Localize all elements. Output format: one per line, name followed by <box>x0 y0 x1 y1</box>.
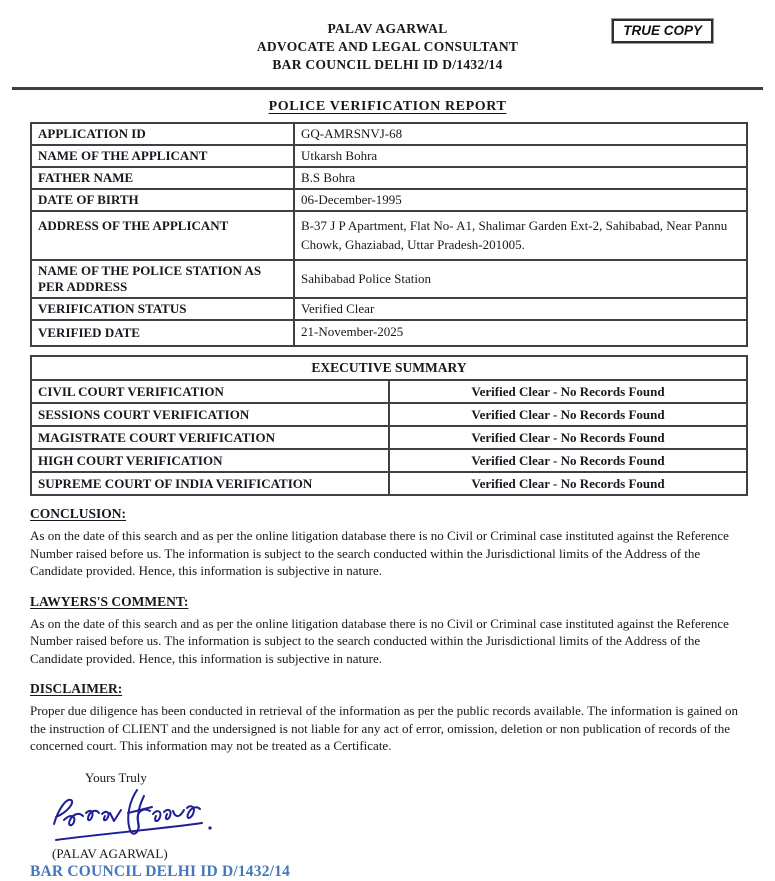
row-label: FATHER NAME <box>31 167 294 189</box>
executive-summary-title: EXECUTIVE SUMMARY <box>31 356 747 380</box>
table-row <box>31 320 747 346</box>
row-value: GQ-AMRSNVJ-68 <box>294 123 747 145</box>
conclusion-section <box>30 506 747 580</box>
row-value: Verified Clear - No Records Found <box>389 403 747 426</box>
row-label: HIGH COURT VERIFICATION <box>31 449 389 472</box>
row-value: 21-November-2025 <box>294 320 747 346</box>
applicant-details-table <box>30 122 748 347</box>
bar-council-id-header: BAR COUNCIL DELHI ID D/1432/14 <box>272 57 503 72</box>
report-title: POLICE VERIFICATION REPORT <box>268 99 507 114</box>
table-row <box>31 189 747 211</box>
row-label: ADDRESS OF THE APPLICANT <box>31 211 294 260</box>
bar-council-id-footer: BAR COUNCIL DELHI ID D/1432/14 <box>30 862 291 880</box>
row-value: Sahibabad Police Station <box>294 260 747 298</box>
disclaimer-text: Proper due diligence has been conducted in retrieval of the information as per the public records available. The information is gained on the instruction of CLIENT and the undersigned is not liable for any act of error, omission, deletion or non publication of records of the concerned court. This information may not be treated as a Certificate. <box>30 703 739 753</box>
executive-summary-table <box>30 355 748 496</box>
conclusion-text: As on the date of this search and as per the online litigation database there is no Civil or Criminal case instituted against the Reference Number raised before us. The information is subject to the search conducted within the Jurisdictional limits of the Address of the Candidate provided. Hence, this information is subjective in nature. <box>30 528 729 578</box>
lawyers-comment-text: As on the date of this search and as per the online litigation database there is no Civil or Criminal case instituted against the Reference Number raised before us. The information is subject to the search conducted within the Jurisdictional limits of the Address of the Candidate provided. Hence, this information is subjective in nature. <box>30 615 729 666</box>
disclaimer-section <box>30 681 747 755</box>
row-label: NAME OF THE APPLICANT <box>31 145 294 167</box>
header-divider <box>12 87 763 90</box>
conclusion-heading: CONCLUSION: <box>30 506 127 521</box>
row-label: SESSIONS COURT VERIFICATION <box>31 403 389 426</box>
row-label: CIVIL COURT VERIFICATION <box>31 380 389 403</box>
table-row <box>31 298 747 320</box>
row-label: APPLICATION ID <box>31 123 294 145</box>
signatory-name: (PALAV AGARWAL) <box>52 845 168 861</box>
row-label: VERIFIED DATE <box>31 320 294 346</box>
disclaimer-heading: DISCLAIMER: <box>30 681 123 696</box>
advocate-name: PALAV AGARWAL <box>327 21 448 36</box>
true-copy-stamp <box>612 19 713 43</box>
row-value: Verified Clear - No Records Found <box>389 426 747 449</box>
signature-svg <box>40 786 230 848</box>
table-row <box>31 145 747 167</box>
table-header-row <box>31 356 747 380</box>
table-row <box>31 167 747 189</box>
table-row <box>31 260 747 298</box>
row-value: B.S Bohra <box>294 167 747 189</box>
table-row <box>31 211 747 260</box>
row-label: SUPREME COURT OF INDIA VERIFICATION <box>31 472 389 495</box>
row-label: VERIFICATION STATUS <box>31 298 294 320</box>
row-value: B-37 J P Apartment, Flat No- A1, Shalimar Garden Ext-2, Sahibabad, Near Pannu Chowk, Ghaziabad, Uttar Pradesh-201005. <box>294 211 747 260</box>
row-value: Verified Clear - No Records Found <box>389 472 747 495</box>
row-label: MAGISTRATE COURT VERIFICATION <box>31 426 389 449</box>
signature-ink <box>40 786 775 848</box>
lawyers-comment-heading: LAWYERS'S COMMENT: <box>30 593 189 609</box>
row-value: Utkarsh Bohra <box>294 145 747 167</box>
table-row <box>31 123 747 145</box>
lawyers-comment-section <box>30 594 747 668</box>
table-row <box>31 449 747 472</box>
true-copy-label: TRUE COPY <box>623 23 702 38</box>
row-label: NAME OF THE POLICE STATION AS PER ADDRESS <box>31 260 294 298</box>
table-row <box>31 426 747 449</box>
table-row <box>31 472 747 495</box>
table-row <box>31 403 747 426</box>
advocate-title: ADVOCATE AND LEGAL CONSULTANT <box>256 39 519 54</box>
row-value: Verified Clear <box>294 298 747 320</box>
row-label: DATE OF BIRTH <box>31 189 294 211</box>
closing-salutation: Yours Truly <box>85 769 147 785</box>
row-value: 06-December-1995 <box>294 189 747 211</box>
row-value: Verified Clear - No Records Found <box>389 380 747 403</box>
table-row <box>31 380 747 403</box>
row-value: Verified Clear - No Records Found <box>389 449 747 472</box>
